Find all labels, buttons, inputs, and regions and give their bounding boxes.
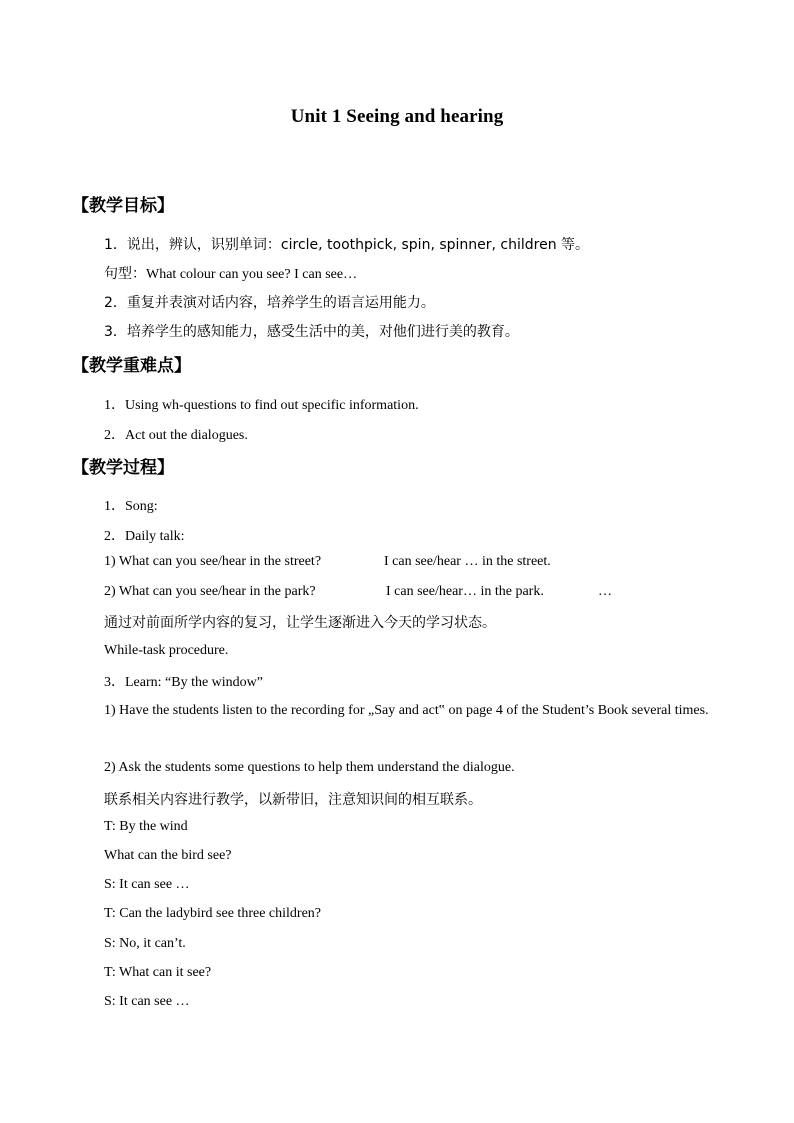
dialogue-line: S: No, it can’t. xyxy=(104,936,186,951)
key-point-item-2: 2．Act out the dialogues. xyxy=(104,428,248,443)
dialogue-line: S: It can see … xyxy=(104,877,190,892)
dialogue-line: T: What can it see? xyxy=(104,965,212,980)
dialogue-line: T: Can the ladybird see three children? xyxy=(104,906,321,921)
question-street: 1) What can you see/hear in the street? xyxy=(104,554,322,569)
objective-sentence-pattern xyxy=(104,263,357,283)
answer-street: I can see/hear … in the street. xyxy=(384,554,551,569)
dialogue-line: What can the bird see? xyxy=(104,848,232,863)
question-park: 2) What can you see/hear in the park? xyxy=(104,584,316,599)
process-daily-talk: 2．Daily talk: xyxy=(104,529,185,544)
answer-park-ellipsis: … xyxy=(598,584,612,599)
while-task-label: While-task procedure. xyxy=(104,643,229,658)
step-listen-recording: 1) Have the students listen to the recording for „Say and act‟ on page 4 of the Student’s Book several times. xyxy=(104,703,709,718)
document-title: Unit 1 Seeing and hearing xyxy=(290,106,504,127)
objective-item-1: 1．说出，辨认，识别单词：circle, toothpick, spin, spinner, children 等。 xyxy=(104,237,590,253)
objective-item-2: 2．重复并表演对话内容，培养学生的语言运用能力。 xyxy=(104,295,435,311)
key-point-item-1: 1．Using wh-questions to find out specific information. xyxy=(104,398,419,413)
objective-item-3: 3．培养学生的感知能力，感受生活中的美，对他们进行美的教育。 xyxy=(104,324,519,340)
review-note: 通过对前面所学内容的复习，让学生逐渐进入今天的学习状态。 xyxy=(104,615,496,631)
learn-by-the-window: 3．Learn: “By the window” xyxy=(104,675,264,690)
step-ask-questions: 2) Ask the students some questions to help them understand the dialogue. xyxy=(104,760,515,775)
objectives-heading: 【教学目标】 xyxy=(72,196,174,216)
sentence-pattern-text: 句型：What colour can you see? I can see… xyxy=(104,267,358,282)
key-points-heading: 【教学重难点】 xyxy=(72,356,191,376)
answer-park: I can see/hear… in the park. xyxy=(386,584,544,599)
process-heading: 【教学过程】 xyxy=(72,458,174,478)
dialogue-line: S: It can see … xyxy=(104,994,190,1009)
process-song: 1．Song: xyxy=(104,499,158,514)
connect-note: 联系相关内容进行教学，以新带旧，注意知识间的相互联系。 xyxy=(104,792,482,808)
dialogue-line: T: By the wind xyxy=(104,819,188,834)
